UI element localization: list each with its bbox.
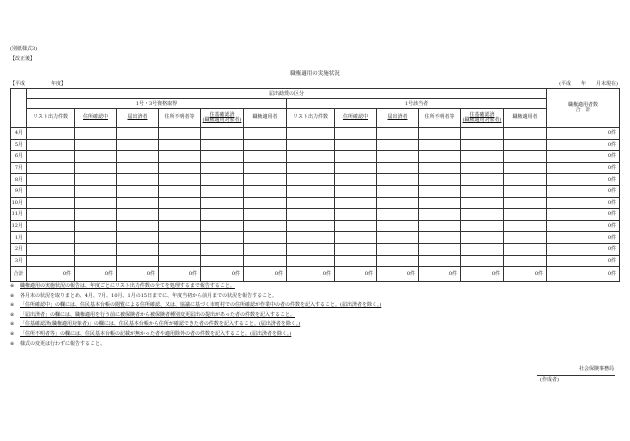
revision-label: 【改正後】 [10, 56, 36, 62]
data-cell [287, 174, 335, 186]
column-header-line: 職権適用者 [252, 114, 278, 121]
data-cell [377, 232, 419, 244]
data-cell [201, 255, 244, 267]
data-cell [419, 220, 461, 232]
data-cell [159, 174, 201, 186]
data-cell [287, 162, 335, 174]
month-cell: 4月 [11, 128, 27, 140]
header-row [11, 89, 620, 99]
column-header [117, 109, 159, 128]
data-cell [75, 255, 117, 267]
data-cell [461, 209, 504, 221]
data-cell [287, 128, 335, 140]
data-cell [244, 255, 287, 267]
data-cell [75, 162, 117, 174]
column-header-line: 住所確認中 [342, 114, 368, 121]
data-cell [117, 162, 159, 174]
data-cell [461, 220, 504, 232]
column-header-line: 届出済者 [127, 114, 148, 121]
data-cell [244, 162, 287, 174]
data-cell [504, 162, 547, 174]
month-total-cell: 0件 [547, 162, 620, 174]
column-header [335, 109, 377, 128]
total-value-cell: 0件 [201, 267, 244, 282]
data-cell [159, 162, 201, 174]
data-cell [287, 243, 335, 255]
note-item [10, 293, 610, 303]
column-header-line: 住所不明者等 [164, 114, 195, 121]
note-mark: ※ [10, 283, 15, 289]
data-cell [27, 209, 75, 221]
total-value-cell: 0件 [335, 267, 377, 282]
month-cell: 1月 [11, 232, 27, 244]
total-column-header [547, 89, 620, 128]
data-cell [244, 151, 287, 163]
data-cell [504, 197, 547, 209]
data-cell [504, 185, 547, 197]
data-cell [287, 139, 335, 151]
data-cell [335, 185, 377, 197]
table-row [11, 174, 620, 186]
table-row [11, 197, 620, 209]
data-cell [377, 243, 419, 255]
table-row [11, 151, 620, 163]
month-cell: 6月 [11, 151, 27, 163]
note-mark: ※ [10, 311, 15, 318]
note-text: 「住所確認中」の欄には、住民基本台帳の閲覧による住所確認、又は、協議に基づく市町村での住所確認が作業中の者の件数を記入すること。(届出済者を除く。) [20, 302, 382, 309]
data-cell [117, 174, 159, 186]
total-value-cell: 0件 [27, 267, 75, 282]
data-cell [461, 174, 504, 186]
column-header [159, 109, 201, 128]
month-cell: 12月 [11, 220, 27, 232]
data-cell [27, 139, 75, 151]
data-cell [75, 128, 117, 140]
data-cell [419, 185, 461, 197]
column-header-line: 住基確認済 [209, 111, 235, 118]
data-cell [159, 185, 201, 197]
note-text: 様式の変更は行わずに報告すること。 [20, 340, 106, 347]
data-cell [287, 185, 335, 197]
data-cell [461, 243, 504, 255]
data-cell [335, 255, 377, 267]
data-cell [159, 232, 201, 244]
data-cell [419, 243, 461, 255]
data-cell [504, 151, 547, 163]
data-cell [504, 139, 547, 151]
data-cell [201, 243, 244, 255]
data-cell [419, 151, 461, 163]
data-cell [75, 185, 117, 197]
data-cell [377, 139, 419, 151]
total-value-cell: 0件 [159, 267, 201, 282]
note-mark: ※ [10, 330, 15, 337]
data-cell [201, 151, 244, 163]
data-cell [201, 162, 244, 174]
month-cell: 10月 [11, 197, 27, 209]
notes-section [10, 283, 610, 350]
table-row [11, 185, 620, 197]
column-header [377, 109, 419, 128]
total-value-cell: 0件 [244, 267, 287, 282]
data-cell [461, 128, 504, 140]
data-cell [377, 197, 419, 209]
data-cell [244, 220, 287, 232]
data-cell [201, 174, 244, 186]
data-cell [27, 151, 75, 163]
data-cell [287, 220, 335, 232]
column-header-line: 職権適用者 [512, 114, 538, 121]
data-cell [377, 220, 419, 232]
data-cell [419, 255, 461, 267]
data-cell [377, 162, 419, 174]
data-cell [461, 162, 504, 174]
total-label: 合計 [11, 267, 27, 282]
data-cell [244, 197, 287, 209]
column-header [504, 109, 547, 128]
data-cell [201, 220, 244, 232]
data-cell [419, 174, 461, 186]
total-value-cell: 0件 [287, 267, 335, 282]
data-cell [244, 128, 287, 140]
corner-cell [11, 89, 27, 128]
data-cell [504, 128, 547, 140]
total-row [11, 267, 620, 282]
data-cell [75, 139, 117, 151]
data-cell [504, 209, 547, 221]
signature-line [537, 375, 615, 376]
data-cell [287, 151, 335, 163]
data-cell [117, 197, 159, 209]
column-header-line: 住所確認中 [82, 114, 108, 121]
data-cell [419, 162, 461, 174]
data-cell [201, 128, 244, 140]
data-cell [244, 139, 287, 151]
total-value-cell: 0件 [504, 267, 547, 282]
data-cell [335, 151, 377, 163]
total-value-cell: 0件 [547, 267, 620, 282]
note-text: 「住所不明者等」の欄には、住民基本台帳の記載が無かった者や適用除外の者の件数を記入すること。(届出済者を除く。) [20, 330, 292, 337]
data-cell [117, 151, 159, 163]
data-cell [461, 255, 504, 267]
column-header-line: 住所不明者等 [424, 114, 455, 121]
data-cell [159, 255, 201, 267]
month-total-cell: 0件 [547, 232, 620, 244]
group-header: 届出勧奨の区分 [27, 89, 547, 99]
data-cell [244, 243, 287, 255]
note-item [10, 331, 610, 341]
data-cell [201, 197, 244, 209]
data-cell [335, 174, 377, 186]
header-row [11, 99, 620, 109]
column-header-line: (職権適用対象者) [202, 117, 242, 123]
column-header-line: 住基確認済 [469, 111, 495, 118]
author-label: (作成者) [540, 377, 559, 383]
month-cell: 5月 [11, 139, 27, 151]
data-cell [419, 209, 461, 221]
month-cell: 9月 [11, 185, 27, 197]
column-header [75, 109, 117, 128]
data-cell [335, 220, 377, 232]
note-item [10, 283, 610, 293]
data-cell [117, 128, 159, 140]
section-header: 1号該当者 [287, 99, 547, 109]
data-cell [335, 162, 377, 174]
year-label: 年度】 [51, 81, 67, 87]
data-cell [117, 255, 159, 267]
data-cell [335, 128, 377, 140]
data-cell [27, 255, 75, 267]
column-header [201, 109, 244, 128]
column-header [27, 109, 75, 128]
data-cell [461, 232, 504, 244]
total-value-cell: 0件 [461, 267, 504, 282]
column-header-line: (職権適用対象者) [462, 117, 502, 123]
data-cell [335, 232, 377, 244]
note-text: 「届出済者」の欄には、職権適用を行う前に被保険者から被保険者種別変更届出の提出があった者の件数を記入すること。 [20, 311, 295, 318]
month-total-cell: 0件 [547, 185, 620, 197]
month-total-cell: 0件 [547, 255, 620, 267]
data-cell [244, 174, 287, 186]
data-cell [377, 128, 419, 140]
data-cell [244, 232, 287, 244]
data-cell [27, 197, 75, 209]
data-cell [244, 185, 287, 197]
data-cell [75, 174, 117, 186]
data-cell [377, 151, 419, 163]
data-cell [287, 209, 335, 221]
table-row [11, 162, 620, 174]
month-total-cell: 0件 [547, 151, 620, 163]
data-cell [377, 209, 419, 221]
data-cell [27, 232, 75, 244]
data-cell [504, 232, 547, 244]
note-item [10, 312, 610, 322]
month-cell: 7月 [11, 162, 27, 174]
column-header-line: リスト出力件数 [33, 114, 68, 121]
data-cell [117, 139, 159, 151]
data-cell [335, 243, 377, 255]
month-cell: 3月 [11, 255, 27, 267]
data-cell [335, 139, 377, 151]
status-table [10, 88, 620, 282]
total-value-cell: 0件 [419, 267, 461, 282]
data-cell [159, 209, 201, 221]
table-row [11, 209, 620, 221]
month-total-cell: 0件 [547, 174, 620, 186]
data-cell [75, 232, 117, 244]
as-of-date: (平成 年 月末現在) [559, 81, 618, 87]
data-cell [201, 232, 244, 244]
data-cell [461, 197, 504, 209]
data-cell [75, 209, 117, 221]
data-cell [377, 255, 419, 267]
page-title: 職権適用の実施状況 [290, 71, 340, 77]
note-mark: ※ [10, 340, 15, 347]
note-item [10, 341, 610, 351]
note-mark: ※ [10, 302, 15, 309]
column-header-line: リスト出力件数 [293, 114, 328, 121]
data-cell [159, 197, 201, 209]
data-cell [159, 128, 201, 140]
month-total-cell: 0件 [547, 220, 620, 232]
data-cell [377, 174, 419, 186]
data-cell [117, 243, 159, 255]
data-cell [117, 209, 159, 221]
total-value-cell: 0件 [377, 267, 419, 282]
column-header [244, 109, 287, 128]
total-header-line: 合 計 [575, 107, 591, 113]
data-cell [159, 220, 201, 232]
data-cell [461, 185, 504, 197]
data-cell [75, 151, 117, 163]
month-total-cell: 0件 [547, 128, 620, 140]
total-value-cell: 0件 [75, 267, 117, 282]
note-text: 職権適用の実施状況の報告は、年度ごとにリスト出力件数の全てを処理するまで報告すること。 [20, 283, 235, 289]
note-text: 「住基確認済(職権適用対象者)」の欄には、住民基本台帳から住所が確認できた者の件数を記入すること。(届出済者を除く。) [20, 321, 301, 328]
month-total-cell: 0件 [547, 209, 620, 221]
month-cell: 11月 [11, 209, 27, 221]
note-item [10, 321, 610, 331]
data-cell [244, 209, 287, 221]
data-cell [335, 209, 377, 221]
fiscal-year-label [10, 81, 66, 87]
data-cell [159, 151, 201, 163]
data-cell [504, 220, 547, 232]
data-cell [335, 197, 377, 209]
data-cell [27, 162, 75, 174]
data-cell [461, 151, 504, 163]
month-total-cell: 0件 [547, 139, 620, 151]
total-value-cell: 0件 [117, 267, 159, 282]
data-cell [27, 185, 75, 197]
month-cell: 2月 [11, 243, 27, 255]
data-cell [287, 197, 335, 209]
data-cell [75, 220, 117, 232]
data-cell [201, 139, 244, 151]
column-header-line: 届出済者 [387, 114, 408, 121]
data-cell [504, 174, 547, 186]
data-cell [461, 139, 504, 151]
month-total-cell: 0件 [547, 243, 620, 255]
note-item [10, 302, 610, 312]
data-cell [419, 232, 461, 244]
note-text: 各月末の状況を取りまとめ、4月、7月、10月、1月の15日までに、年度当初から前月までの状況を報告すること。 [20, 292, 278, 299]
data-cell [419, 139, 461, 151]
data-cell [27, 220, 75, 232]
table-row [11, 255, 620, 267]
data-cell [377, 185, 419, 197]
header-row [11, 109, 620, 128]
column-header [461, 109, 504, 128]
table-row [11, 232, 620, 244]
data-cell [117, 232, 159, 244]
data-cell [419, 128, 461, 140]
data-cell [159, 243, 201, 255]
total-header-line: 職権適用者数 [568, 101, 599, 108]
table-row [11, 220, 620, 232]
form-code: (別紙様式3) [10, 46, 38, 52]
table-row [11, 128, 620, 140]
data-cell [419, 197, 461, 209]
table-row [11, 243, 620, 255]
data-cell [75, 197, 117, 209]
data-cell [201, 209, 244, 221]
data-cell [287, 255, 335, 267]
month-total-cell: 0件 [547, 197, 620, 209]
data-cell [75, 243, 117, 255]
data-cell [201, 185, 244, 197]
data-cell [159, 139, 201, 151]
data-cell [27, 128, 75, 140]
data-cell [117, 220, 159, 232]
social-insurance-office: 社会保険事務局 [578, 366, 614, 372]
note-mark: ※ [10, 321, 15, 328]
data-cell [287, 232, 335, 244]
table-row [11, 139, 620, 151]
data-cell [27, 243, 75, 255]
section-header: 1号・3号資格取得 [27, 99, 287, 109]
month-cell: 8月 [11, 174, 27, 186]
data-cell [504, 255, 547, 267]
column-header [419, 109, 461, 128]
note-mark: ※ [10, 292, 15, 299]
data-cell [117, 185, 159, 197]
era-label: 【平成 [10, 81, 26, 87]
column-header [287, 109, 335, 128]
data-cell [27, 174, 75, 186]
data-cell [504, 243, 547, 255]
